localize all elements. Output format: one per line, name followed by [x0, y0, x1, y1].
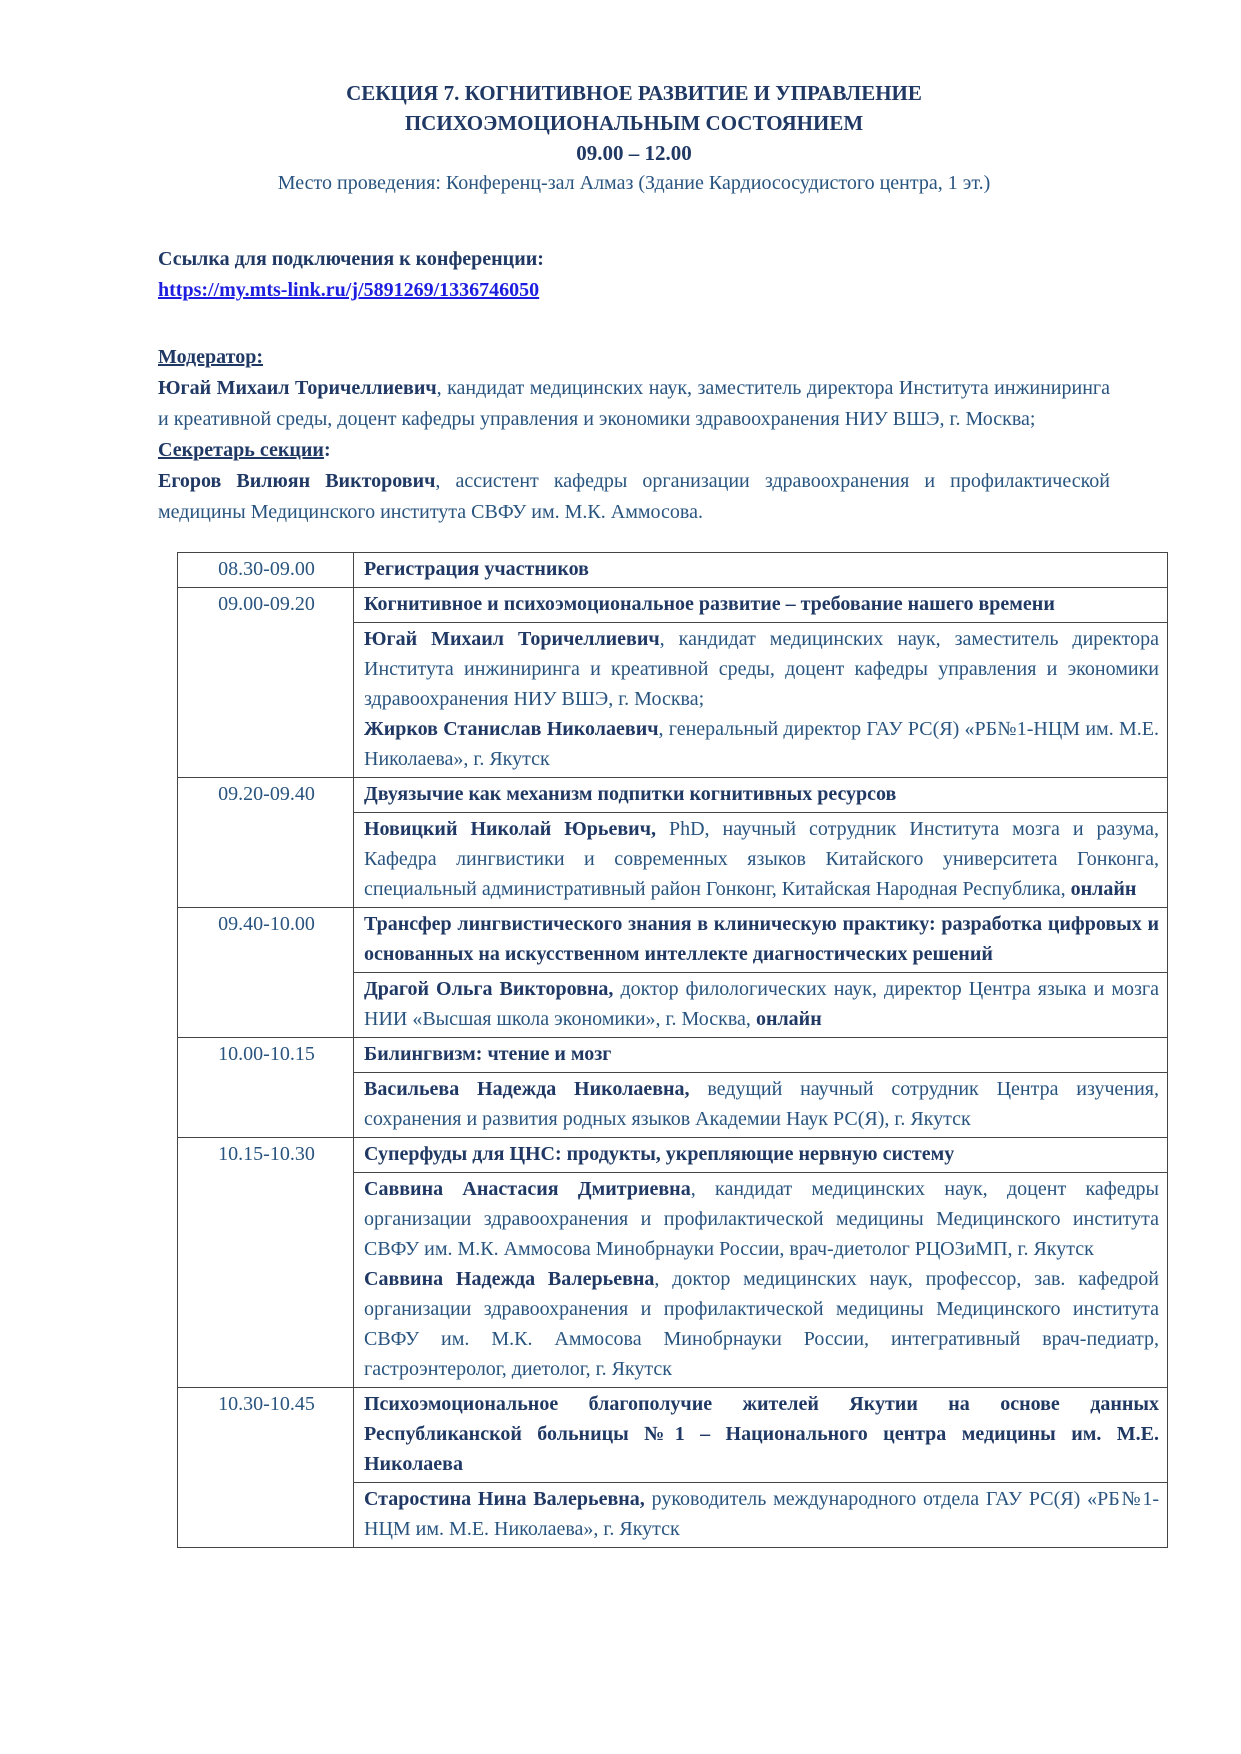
- page-title-line2: ПСИХОЭМОЦИОНАЛЬНЫМ СОСТОЯНИЕМ: [404, 111, 864, 135]
- section-time-range: 09.00 – 12.00: [576, 141, 692, 165]
- secretary-credentials: , ассистент кафедры организации здравоохранения и профилактической медицины Медицинского института СВФУ им. М.К. Аммосова.: [158, 470, 1110, 523]
- moderator-credentials: , кандидат медицинских наук, заместитель директора Института инжиниринга и креативной среды, доцент кафедры управления и экономики здравоохранения НИУ ВШЭ, г. Москва;: [158, 377, 1110, 430]
- speaker-name: Васильева Надежда Николаевна,: [364, 1078, 690, 1100]
- session-title-cell: Регистрация участников: [354, 553, 1168, 588]
- speaker-entry: [364, 624, 1159, 714]
- speaker-credentials: , генеральный директор ГАУ РС(Я) «РБ№1-НЦМ им. М.Е. Николаева», г. Якутск: [364, 718, 1159, 770]
- page-title: СЕКЦИЯ 7. КОГНИТИВНОЕ РАЗВИТИЕ И УПРАВЛЕНИЕ: [346, 81, 922, 105]
- schedule-row-title: [178, 1038, 1168, 1073]
- moderator-name: Югай Михаил Торичеллиевич: [158, 377, 437, 399]
- schedule-table: [177, 552, 1168, 1548]
- speaker-credentials: , кандидат медицинских наук, доцент кафедры организации здравоохранения и профилактической медицины Медицинского института СВФУ им. М.К. Аммосова Минобрнауки России, врач-диетолог РЦОЗиМП, г. Якутск: [364, 1178, 1159, 1260]
- session-speakers-cell: [354, 1073, 1168, 1138]
- speaker-name: Новицкий Николай Юрьевич,: [364, 818, 656, 840]
- time-cell: 09.20-09.40: [178, 778, 354, 908]
- moderator-heading: Модератор:: [158, 346, 263, 368]
- time-cell: 09.40-10.00: [178, 908, 354, 1038]
- session-title-cell: Билингвизм: чтение и мозг: [354, 1038, 1168, 1073]
- moderator-description: [158, 373, 1110, 435]
- speaker-entry: [364, 974, 1159, 1034]
- speaker-entry: [364, 1264, 1159, 1384]
- schedule-row-title: [178, 588, 1168, 623]
- speaker-entry: [364, 1174, 1159, 1264]
- speaker-credentials: , кандидат медицинских наук, заместитель директора Института инжиниринга и креативной среды, доцент кафедры управления и экономики здравоохранения НИУ ВШЭ, г. Москва;: [364, 628, 1159, 710]
- schedule-row-title: [178, 778, 1168, 813]
- session-speakers-cell: [354, 813, 1168, 908]
- secretary-heading: Секретарь секции:: [158, 439, 331, 461]
- session-title-cell: Трансфер лингвистического знания в клиническую практику: разработка цифровых и основанных на искусственном интеллекте диагностических решений: [354, 908, 1168, 973]
- online-badge: онлайн: [1070, 878, 1137, 900]
- session-title-cell: Двуязычие как механизм подпитки когнитивных ресурсов: [354, 778, 1168, 813]
- speaker-credentials: ведущий научный сотрудник Центра изучения, сохранения и развития родных языков Академии Наук РС(Я), г. Якутск: [364, 1078, 1159, 1130]
- conference-link-label: Ссылка для подключения к конференции:: [158, 248, 544, 270]
- speaker-credentials: руководитель международного отдела ГАУ РС(Я) «РБ№1-НЦМ им. М.Е. Николаева», г. Якутск: [364, 1488, 1159, 1540]
- speaker-entry: [364, 1074, 1159, 1134]
- session-title-cell: Суперфуды для ЦНС: продукты, укрепляющие нервную систему: [354, 1138, 1168, 1173]
- schedule-row-title: [178, 1138, 1168, 1173]
- speaker-credentials: доктор филологических наук, директор Центра языка и мозга НИИ «Высшая школа экономики», г. Москва,: [364, 978, 1159, 1030]
- document-header: [158, 78, 1110, 198]
- session-speakers-cell: [354, 623, 1168, 778]
- time-cell: 09.00-09.20: [178, 588, 354, 778]
- speaker-credentials: PhD, научный сотрудник Института мозга и разума, Кафедра лингвистики и современных языков Китайского университета Гонконга, специальный административный район Гонконг, Китайская Народная Республика,: [364, 818, 1160, 900]
- session-speakers-cell: [354, 1173, 1168, 1388]
- schedule-row-title: [178, 1388, 1168, 1483]
- speaker-name: Саввина Надежда Валерьевна: [364, 1268, 655, 1290]
- schedule-row-title: [178, 908, 1168, 973]
- section-location: Место проведения: Конференц-зал Алмаз (Здание Кардиососудистого центра, 1 эт.): [277, 172, 991, 194]
- speaker-name: Саввина Анастасия Дмитриевна: [364, 1178, 691, 1200]
- time-cell: 10.00-10.15: [178, 1038, 354, 1138]
- conference-link-section: [158, 244, 1110, 306]
- online-badge: онлайн: [755, 1008, 822, 1030]
- speaker-entry: [364, 1484, 1159, 1544]
- speaker-name: Жирков Станислав Николаевич: [364, 718, 659, 740]
- speaker-name: Югай Михаил Торичеллиевич: [364, 628, 660, 650]
- moderator-section: [158, 342, 1110, 528]
- time-cell: 10.30-10.45: [178, 1388, 354, 1548]
- schedule-table-body: [178, 553, 1168, 1548]
- session-title-cell: Психоэмоциональное благополучие жителей Якутии на основе данных Республиканской больницы №1 – Национального центра медицины им. М.Е. Николаева: [354, 1388, 1168, 1483]
- session-speakers-cell: [354, 973, 1168, 1038]
- secretary-name: Егоров Вилюян Викторович: [158, 470, 436, 492]
- speaker-entry: [364, 814, 1159, 904]
- schedule-row-title: [178, 553, 1168, 588]
- conference-link[interactable]: https://my.mts-link.ru/j/5891269/1336746050: [158, 279, 540, 301]
- speaker-entry: [364, 714, 1159, 774]
- time-cell: 08.30-09.00: [178, 553, 354, 588]
- speaker-name: Старостина Нина Валерьевна,: [364, 1488, 645, 1510]
- session-speakers-cell: [354, 1483, 1168, 1548]
- speaker-credentials: , доктор медицинских наук, профессор, зав. кафедрой организации здравоохранения и профилактической медицины Медицинского института СВФУ им. М.К. Аммосова Минобрнауки России, интегративный врач-педиатр, гастроэнтеролог, диетолог, г. Якутск: [364, 1268, 1159, 1380]
- session-title-cell: Когнитивное и психоэмоциональное развитие – требование нашего времени: [354, 588, 1168, 623]
- speaker-name: Драгой Ольга Викторовна,: [364, 978, 614, 1000]
- secretary-description: [158, 466, 1110, 528]
- time-cell: 10.15-10.30: [178, 1138, 354, 1388]
